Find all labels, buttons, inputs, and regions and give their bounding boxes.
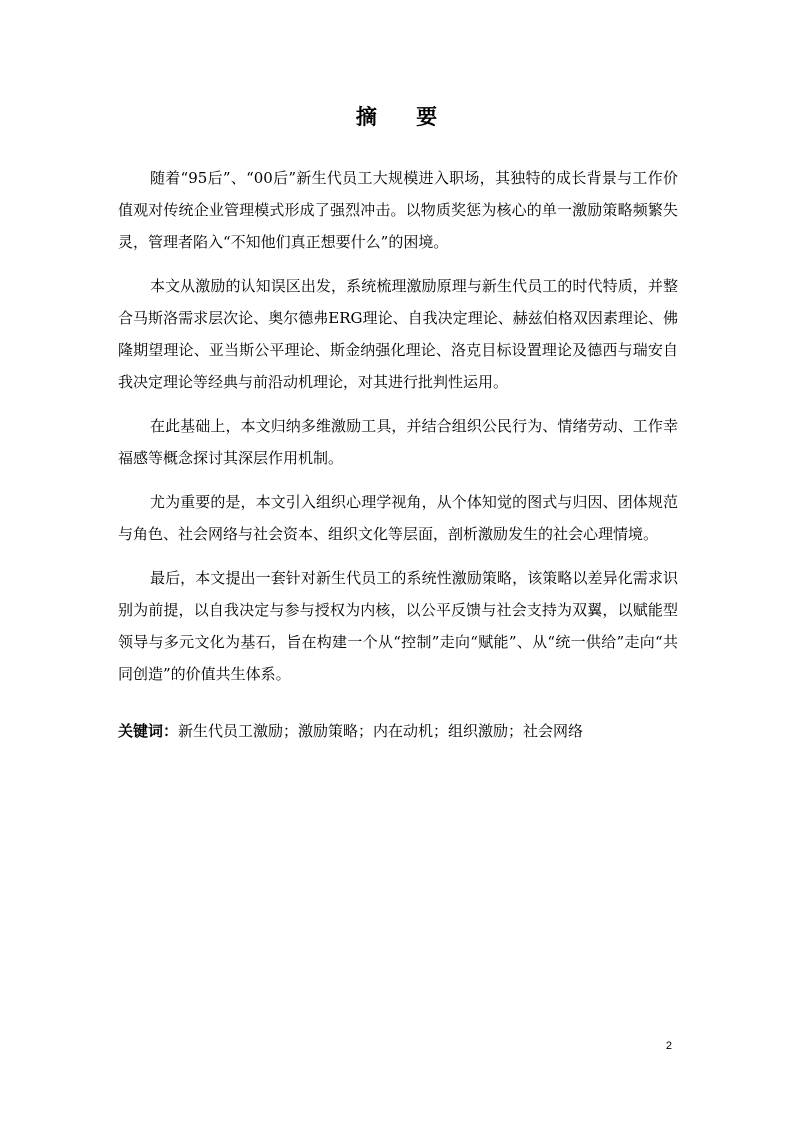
abstract-body xyxy=(118,162,678,702)
abstract-title: 摘 要 xyxy=(355,105,454,129)
abstract-paragraph-2: 本文从激励的认知误区出发，系统梳理激励原理与新生代员工的时代特质，并整合马斯洛需求层次论、奥尔德弗ERG理论、自我决定理论、赫兹伯格双因素理论、佛隆期望理论、亚当斯公平理论、斯金纳强化理论、洛克目标设置理论及德西与瑞安自我决定理论等经典与前沿动机理论，对其进行批判性运用。 xyxy=(118,277,678,391)
page-number: 2 xyxy=(665,1040,672,1052)
keywords-line xyxy=(118,716,678,746)
abstract-paragraph-5: 最后，本文提出一套针对新生代员工的系统性激励策略，该策略以差异化需求识别为前提，以自我决定与参与授权为内核，以公平反馈与社会支持为双翼，以赋能型领导与多元文化为基石，旨在构建一个从“控制”走向“赋能”、从“统一供给”走向“共同创造”的价值共生体系。 xyxy=(118,569,678,683)
keywords-text: 新生代员工激励；激励策略；内在动机；组织激励；社会网络 xyxy=(178,722,584,740)
keywords-label: 关键词： xyxy=(118,722,179,740)
abstract-paragraph-1: 随着“95后”、“00后”新生代员工大规模进入职场，其独特的成长背景与工作价值观对传统企业管理模式形成了强烈冲击。以物质奖惩为核心的单一激励策略频繁失灵，管理者陷入“不知他们真正想要什么”的困境。 xyxy=(118,169,678,251)
abstract-paragraph-4: 尤为重要的是，本文引入组织心理学视角，从个体知觉的图式与归因、团体规范与角色、社会网络与社会资本、组织文化等层面，剖析激励发生的社会心理情境。 xyxy=(118,493,678,543)
abstract-paragraph-3: 在此基础上，本文归纳多维激励工具，并结合组织公民行为、情绪劳动、工作幸福感等概念探讨其深层作用机制。 xyxy=(118,417,678,467)
